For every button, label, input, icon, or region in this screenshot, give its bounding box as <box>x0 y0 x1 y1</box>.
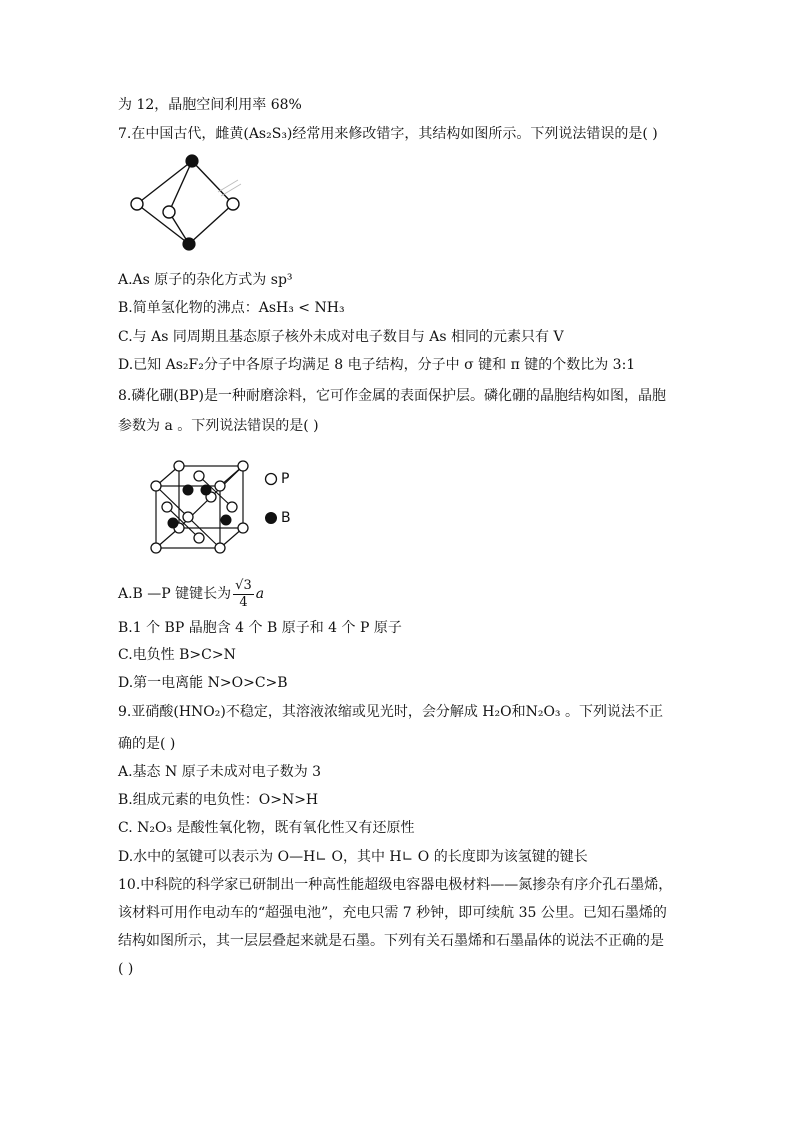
question-8-option-d: D.第一电离能 N>O>C>B <box>118 675 288 691</box>
fraction-numerator: √3 <box>235 577 252 593</box>
question-7-option-a: A.As 原子的杂化方式为 sp³ <box>118 272 293 288</box>
bp-unit-cell-figure <box>144 458 254 558</box>
b-atom-legend-marker <box>264 511 278 525</box>
question-8-stem-line1: 8.磷化硼(BP)是一种耐磨涂料，它可作金属的表面保护层。磷化硼的晶胞结构如图，晶胞 <box>118 388 666 404</box>
question-8-option-b: B.1 个 BP 晶胞含 4 个 B 原子和 4 个 P 原子 <box>118 620 402 636</box>
question-8-option-a <box>118 576 264 612</box>
p-atom-legend-label: P <box>281 471 290 487</box>
option-a-suffix: a <box>255 586 265 602</box>
question-7-option-d: D.已知 As₂F₂分子中各原子均满足 8 电子结构，分子中 σ 键和 π 键的个数比为 3:1 <box>118 357 636 373</box>
question-8-stem-line2: 参数为 a 。下列说法错误的是( ) <box>118 418 319 434</box>
question-8-option-c: C.电负性 B>C>N <box>118 647 236 663</box>
question-9-option-c: C. N₂O₃ 是酸性氧化物，既有氧化性又有还原性 <box>118 820 415 836</box>
question-9-stem-line1: 9.亚硝酸(HNO₂)不稳定，其溶液浓缩或见光时，会分解成 H₂O和N₂O₃ 。下列说法不正 <box>118 704 663 720</box>
option-a-prefix: A.B —P 键键长为 <box>118 586 232 602</box>
question-10-stem-line3: 结构如图所示，其一层层叠起来就是石墨。下列有关石墨烯和石墨晶体的说法不正确的是 <box>118 933 664 949</box>
fraction-denominator: 4 <box>239 594 248 610</box>
question-9-stem-line2: 确的是( ) <box>118 736 176 752</box>
sqrt3-over-4-fraction <box>233 578 254 611</box>
question-7-option-b: B.简单氢化物的沸点：AsH₃ < NH₃ <box>118 300 345 316</box>
question-10-stem-line1: 10.中科院的科学家已研制出一种高性能超级电容器电极材料——氮掺杂有序介孔石墨烯， <box>118 877 673 893</box>
question-9-option-b: B.组成元素的电负性：O>N>H <box>118 792 319 808</box>
as2s3-structure-figure <box>126 152 256 252</box>
question-10-stem-line2: 该材料可用作电动车的“超强电池”，充电只需 7 秒钟，即可续航 35 公里。已知石墨烯的 <box>118 905 667 921</box>
question-9-option-a: A.基态 N 原子未成对电子数为 3 <box>118 764 322 780</box>
question-7-stem: 7.在中国古代，雌黄(As₂S₃)经常用来修改错字，其结构如图所示。下列说法错误的是( ) <box>118 126 658 142</box>
question-9-option-d: D.水中的氢键可以表示为 O—H∟ O，其中 H∟ O 的长度即为该氢键的键长 <box>118 849 588 865</box>
p-atom-legend-marker <box>264 472 278 486</box>
question-10-stem-line4: ( ) <box>118 961 134 977</box>
b-atom-legend-label: B <box>281 510 291 526</box>
text-line: 为 12，晶胞空间利用率 68% <box>118 97 302 113</box>
question-7-option-c: C.与 As 同周期且基态原子核外未成对电子数目与 As 相同的元素只有 V <box>118 329 564 345</box>
